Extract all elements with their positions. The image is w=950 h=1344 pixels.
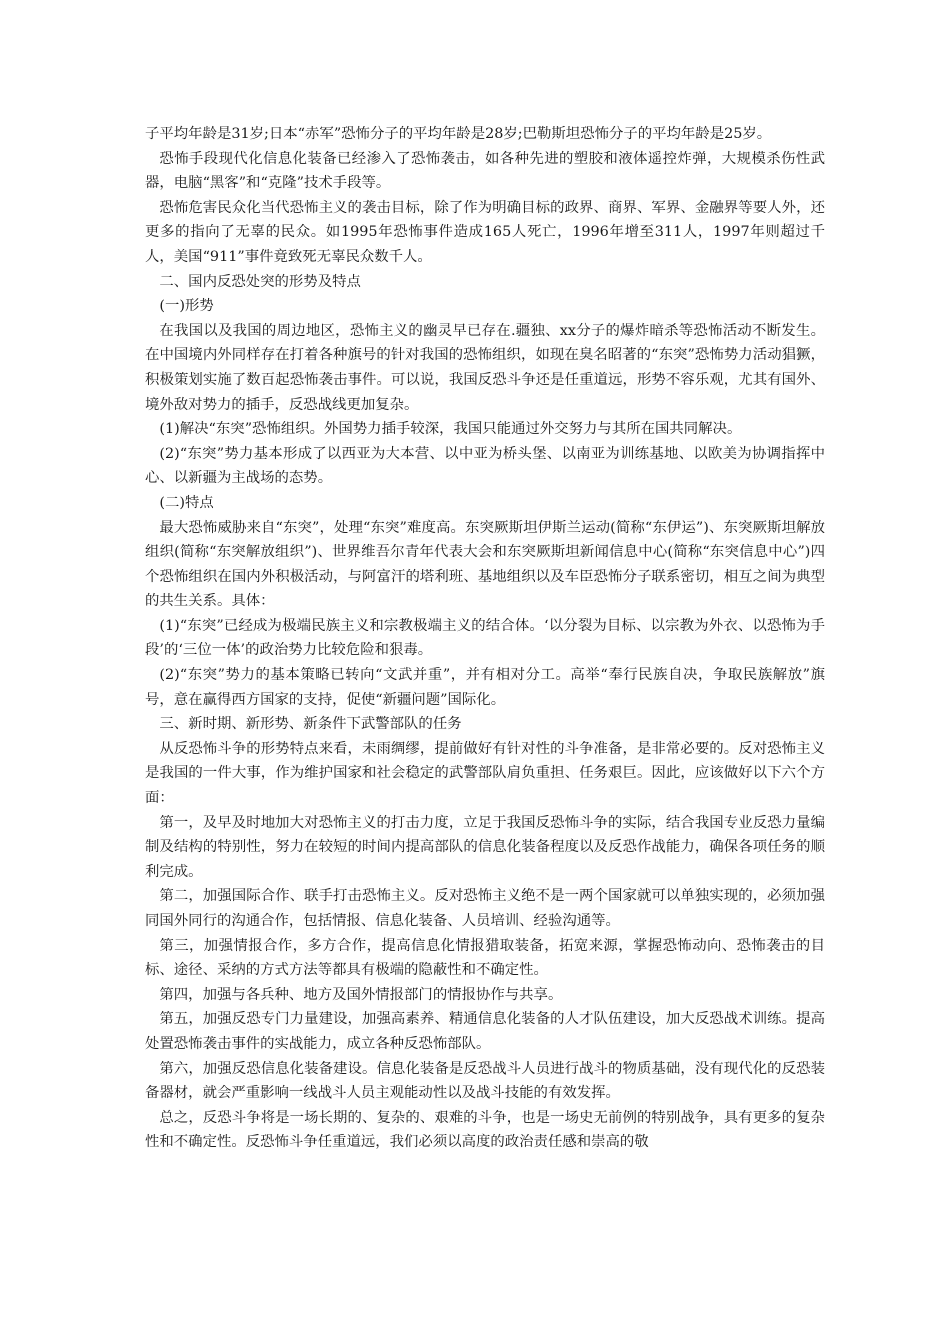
paragraph: 从反恐怖斗争的形势特点来看，未雨绸缪，提前做好有针对性的斗争准备，是非常必要的。反对恐怖主义是我国的一件大事，作为维护国家和社会稳定的武警部队肩负重担、任务艰巨。因此，应该做好以下六个方面： xyxy=(145,740,825,807)
paragraph: 子平均年龄是31岁;日本“赤军”恐怖分子的平均年龄是28岁;巴勒斯坦恐怖分子的平均年龄是25岁。 xyxy=(145,126,772,142)
paragraph: (1)“东突”已经成为极端民族主义和宗教极端主义的结合体。‘以分裂为目标、以宗教为外衣、以恐怖为手段’的‘三位一体’的政治势力比较危险和狠毒。 xyxy=(145,617,825,659)
paragraph: 第四，加强与各兵种、地方及国外情报部门的情报协作与共享。 xyxy=(159,986,563,1003)
section-heading: 三、新时期、新形势、新条件下武警部队的任务 xyxy=(159,716,462,733)
paragraph: (2)“东突”势力的基本策略已转向“文武并重”，并有相对分工。高举“奉行民族自决，争取民族解放”旗号，意在赢得西方国家的支持，促使“新疆问题”国际化。 xyxy=(145,667,825,708)
paragraph: 第二，加强国际合作、联手打击恐怖主义。反对恐怖主义绝不是一两个国家就可以单独实现的，必须加强同国外同行的沟通合作，包括情报、信息化装备、人员培训、经验沟通等。 xyxy=(145,888,825,929)
paragraph: 第六，加强反恐信息化装备建设。信息化装备是反恐战斗人员进行战斗的物质基础，没有现代化的反恐装备器材，就会严重影响一线战斗人员主观能动性以及战斗技能的有效发挥。 xyxy=(145,1060,825,1102)
paragraph: 最大恐怖威胁来自“东突”，处理“东突”难度高。东突厥斯坦伊斯兰运动(简称“东伊运”)、东突厥斯坦解放组织(简称“东突解放组织”)、世界维吾尔青年代表大会和东突厥斯坦新闻信息中心(简称“东突信息中心”)四个恐怖组织在国内外积极活动，与阿富汗的塔利班、基地组织以及车臣恐怖分子联系密切，相互之间为典型的共生关系。具体： xyxy=(145,519,825,610)
subsection-heading: (一)形势 xyxy=(159,298,214,315)
paragraph: 总之，反恐斗争将是一场长期的、复杂的、艰难的斗争，也是一场史无前例的特别战争，具有更多的复杂性和不确定性。反恐怖斗争任重道远，我们必须以高度的政治责任感和崇高的敬 xyxy=(145,1109,825,1151)
subsection-heading: (二)特点 xyxy=(159,494,214,511)
paragraph: 第三，加强情报合作，多方合作，提高信息化情报猎取装备，拓宽来源，掌握恐怖动向、恐怖袭击的目标、途径、采纳的方式方法等都具有极端的隐蔽性和不确定性。 xyxy=(145,937,825,979)
paragraph: 在我国以及我国的周边地区，恐怖主义的幽灵早已存在.疆独、xx分子的爆炸暗杀等恐怖活动不断发生。在中国境内外同样存在打着各种旗号的针对我国的恐怖组织，如现在臭名昭著的“东突”恐怖势力活动猖獗，积极策划实施了数百起恐怖袭击事件。可以说，我国反恐斗争还是任重道远，形势不容乐观，尤其有国外、境外敌对势力的插手，反恐战线更加复杂。 xyxy=(145,322,825,413)
paragraph: (2)“东突”势力基本形成了以西亚为大本营、以中亚为桥头堡、以南亚为训练基地、以欧美为协调指挥中心、以新疆为主战场的态势。 xyxy=(145,445,825,487)
paragraph: (1)解决“东突”恐怖组织。外国势力插手较深，我国只能通过外交努力与其所在国共同解决。 xyxy=(159,421,742,438)
section-heading: 二、国内反恐处突的形势及特点 xyxy=(159,273,361,290)
document-body xyxy=(145,122,825,1155)
paragraph: 第一，及早及时地加大对恐怖主义的打击力度，立足于我国反恐怖斗争的实际，结合我国专业反恐力量编制及结构的特别性，努力在较短的时间内提高部队的信息化装备程度以及反恐作战能力，确保各项任务的顺利完成。 xyxy=(145,814,825,880)
paragraph: 恐怖手段现代化信息化装备已经渗入了恐怖袭击，如各种先进的塑胶和液体遥控炸弹，大规模杀伤性武器，电脑“黑客”和“克隆”技术手段等。 xyxy=(145,150,825,192)
paragraph: 第五，加强反恐专门力量建设，加强高素养、精通信息化装备的人才队伍建设，加大反恐战术训练。提高处置恐怖袭击事件的实战能力，成立各种反恐怖部队。 xyxy=(145,1011,825,1052)
paragraph: 恐怖危害民众化当代恐怖主义的袭击目标，除了作为明确目标的政界、商界、军界、金融界等要人外，还更多的指向了无辜的民众。如1995年恐怖事件造成165人死亡，1996年增至311人，1997年则超过千人，美国“911”事件竟致死无辜民众数千人。 xyxy=(145,199,825,265)
